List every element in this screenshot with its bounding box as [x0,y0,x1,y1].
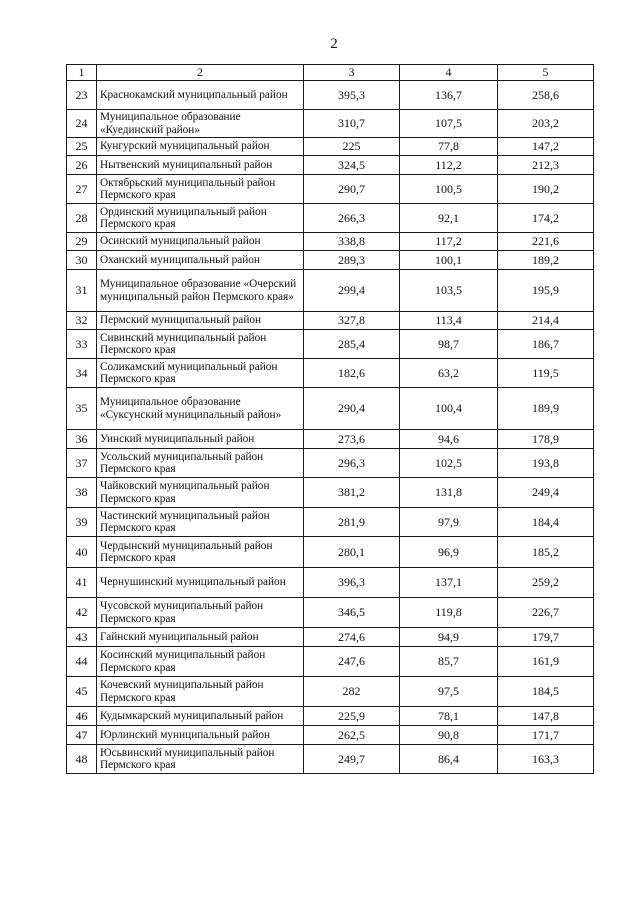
value-col-4-cell: 113,4 [400,312,498,330]
value-col-3-cell: 266,3 [304,204,400,233]
row-number-cell: 42 [67,598,97,628]
table-row [67,568,594,598]
district-name-cell: Краснокамский муниципальный район [97,81,304,110]
value-col-3-cell: 338,8 [304,233,400,251]
value-col-5-cell: 258,6 [498,81,594,110]
table-row [67,388,594,430]
value-col-5-cell: 203,2 [498,110,594,138]
value-col-4-cell: 100,4 [400,388,498,430]
table-row [67,359,594,388]
district-name-cell: Усольский муниципальный район Пермского края [97,449,304,478]
district-name-cell: Пермский муниципальный район [97,312,304,330]
district-name-cell: Муниципальное образование «Очерский муниципальный район Пермского края» [97,270,304,312]
table-row [67,81,594,110]
row-number-cell: 26 [67,156,97,175]
table-header-row [67,65,594,81]
value-col-5-cell: 193,8 [498,449,594,478]
value-col-3-cell: 396,3 [304,568,400,598]
value-col-5-cell: 174,2 [498,204,594,233]
table-body [67,65,594,774]
value-col-5-cell: 147,8 [498,707,594,726]
value-col-4-cell: 119,8 [400,598,498,628]
district-name-cell: Чернушинский муниципальный район [97,568,304,598]
district-name-cell: Осинский муниципальный район [97,233,304,251]
value-col-3-cell: 289,3 [304,251,400,270]
table-row [67,138,594,156]
value-col-5-cell: 184,4 [498,508,594,537]
row-number-cell: 48 [67,745,97,774]
table-row [67,726,594,745]
value-col-4-cell: 78,1 [400,707,498,726]
table-row [67,478,594,508]
value-col-5-cell: 147,2 [498,138,594,156]
row-number-cell: 37 [67,449,97,478]
table-row [67,707,594,726]
value-col-3-cell: 280,1 [304,537,400,568]
header-cell-col-5: 5 [498,65,594,81]
row-number-cell: 41 [67,568,97,598]
table-row [67,745,594,774]
value-col-4-cell: 117,2 [400,233,498,251]
district-name-cell: Кудымкарский муниципальный район [97,707,304,726]
value-col-5-cell: 163,3 [498,745,594,774]
value-col-3-cell: 281,9 [304,508,400,537]
value-col-3-cell: 225,9 [304,707,400,726]
value-col-4-cell: 112,2 [400,156,498,175]
value-col-3-cell: 274,6 [304,628,400,647]
row-number-cell: 28 [67,204,97,233]
row-number-cell: 43 [67,628,97,647]
value-col-4-cell: 103,5 [400,270,498,312]
row-number-cell: 23 [67,81,97,110]
value-col-5-cell: 189,2 [498,251,594,270]
value-col-3-cell: 249,7 [304,745,400,774]
value-col-3-cell: 282 [304,677,400,707]
row-number-cell: 39 [67,508,97,537]
district-name-cell: Чусовской муниципальный район Пермского края [97,598,304,628]
row-number-cell: 40 [67,537,97,568]
value-col-4-cell: 98,7 [400,330,498,359]
table-row [67,330,594,359]
value-col-4-cell: 136,7 [400,81,498,110]
table-row [67,312,594,330]
header-cell-col-1: 1 [67,65,97,81]
row-number-cell: 44 [67,647,97,677]
value-col-4-cell: 85,7 [400,647,498,677]
row-number-cell: 34 [67,359,97,388]
table-row [67,537,594,568]
value-col-3-cell: 247,6 [304,647,400,677]
value-col-5-cell: 186,7 [498,330,594,359]
table-row [67,175,594,204]
districts-table [66,64,594,774]
value-col-5-cell: 184,5 [498,677,594,707]
value-col-5-cell: 189,9 [498,388,594,430]
value-col-5-cell: 190,2 [498,175,594,204]
value-col-5-cell: 259,2 [498,568,594,598]
value-col-4-cell: 86,4 [400,745,498,774]
table-row [67,156,594,175]
district-name-cell: Нытвенский муниципальный район [97,156,304,175]
value-col-4-cell: 96,9 [400,537,498,568]
value-col-3-cell: 299,4 [304,270,400,312]
value-col-5-cell: 185,2 [498,537,594,568]
table-row [67,598,594,628]
value-col-3-cell: 225 [304,138,400,156]
value-col-4-cell: 107,5 [400,110,498,138]
district-name-cell: Октябрьский муниципальный район Пермского края [97,175,304,204]
value-col-3-cell: 310,7 [304,110,400,138]
row-number-cell: 35 [67,388,97,430]
district-name-cell: Юрлинский муниципальный район [97,726,304,745]
row-number-cell: 46 [67,707,97,726]
district-name-cell: Ординский муниципальный район Пермского края [97,204,304,233]
value-col-3-cell: 290,7 [304,175,400,204]
value-col-4-cell: 131,8 [400,478,498,508]
value-col-4-cell: 94,9 [400,628,498,647]
value-col-4-cell: 92,1 [400,204,498,233]
value-col-5-cell: 171,7 [498,726,594,745]
table-row [67,647,594,677]
row-number-cell: 31 [67,270,97,312]
table-row [67,251,594,270]
value-col-4-cell: 97,9 [400,508,498,537]
district-name-cell: Муниципальное образование «Суксунский муниципальный район» [97,388,304,430]
district-name-cell: Кочевский муниципальный район Пермского края [97,677,304,707]
table-row [67,677,594,707]
district-name-cell: Чайковский муниципальный район Пермского края [97,478,304,508]
district-name-cell: Косинский муниципальный район Пермского края [97,647,304,677]
value-col-4-cell: 90,8 [400,726,498,745]
value-col-4-cell: 77,8 [400,138,498,156]
value-col-4-cell: 137,1 [400,568,498,598]
value-col-4-cell: 100,1 [400,251,498,270]
row-number-cell: 33 [67,330,97,359]
value-col-4-cell: 94,6 [400,430,498,449]
value-col-3-cell: 182,6 [304,359,400,388]
value-col-4-cell: 97,5 [400,677,498,707]
district-name-cell: Сивинский муниципальный район Пермского края [97,330,304,359]
row-number-cell: 36 [67,430,97,449]
row-number-cell: 30 [67,251,97,270]
table-row [67,430,594,449]
district-name-cell: Соликамский муниципальный район Пермского края [97,359,304,388]
value-col-3-cell: 327,8 [304,312,400,330]
value-col-3-cell: 273,6 [304,430,400,449]
row-number-cell: 24 [67,110,97,138]
table-row [67,449,594,478]
value-col-5-cell: 178,9 [498,430,594,449]
row-number-cell: 32 [67,312,97,330]
row-number-cell: 47 [67,726,97,745]
value-col-5-cell: 161,9 [498,647,594,677]
value-col-4-cell: 100,5 [400,175,498,204]
value-col-3-cell: 324,5 [304,156,400,175]
district-name-cell: Муниципальное образование «Куединский район» [97,110,304,138]
table-row [67,204,594,233]
value-col-3-cell: 395,3 [304,81,400,110]
district-name-cell: Частинский муниципальный район Пермского края [97,508,304,537]
value-col-4-cell: 102,5 [400,449,498,478]
page-number: 2 [330,36,338,52]
row-number-cell: 45 [67,677,97,707]
row-number-cell: 29 [67,233,97,251]
value-col-5-cell: 179,7 [498,628,594,647]
row-number-cell: 25 [67,138,97,156]
district-name-cell: Гайнский муниципальный район [97,628,304,647]
district-name-cell: Оханский муниципальный район [97,251,304,270]
table-row [67,233,594,251]
value-col-4-cell: 63,2 [400,359,498,388]
table-row [67,110,594,138]
value-col-5-cell: 212,3 [498,156,594,175]
value-col-5-cell: 249,4 [498,478,594,508]
header-cell-col-4: 4 [400,65,498,81]
value-col-5-cell: 226,7 [498,598,594,628]
table-row [67,508,594,537]
header-cell-col-3: 3 [304,65,400,81]
district-name-cell: Юсьвинский муниципальный район Пермского края [97,745,304,774]
value-col-5-cell: 221,6 [498,233,594,251]
row-number-cell: 38 [67,478,97,508]
value-col-3-cell: 262,5 [304,726,400,745]
table-row [67,628,594,647]
district-name-cell: Кунгурский муниципальный район [97,138,304,156]
value-col-5-cell: 119,5 [498,359,594,388]
header-cell-col-2: 2 [97,65,304,81]
table-row [67,270,594,312]
district-name-cell: Чердынский муниципальный район Пермского края [97,537,304,568]
value-col-3-cell: 290,4 [304,388,400,430]
value-col-3-cell: 381,2 [304,478,400,508]
value-col-3-cell: 296,3 [304,449,400,478]
row-number-cell: 27 [67,175,97,204]
value-col-5-cell: 195,9 [498,270,594,312]
value-col-3-cell: 285,4 [304,330,400,359]
value-col-3-cell: 346,5 [304,598,400,628]
district-name-cell: Уинский муниципальный район [97,430,304,449]
value-col-5-cell: 214,4 [498,312,594,330]
